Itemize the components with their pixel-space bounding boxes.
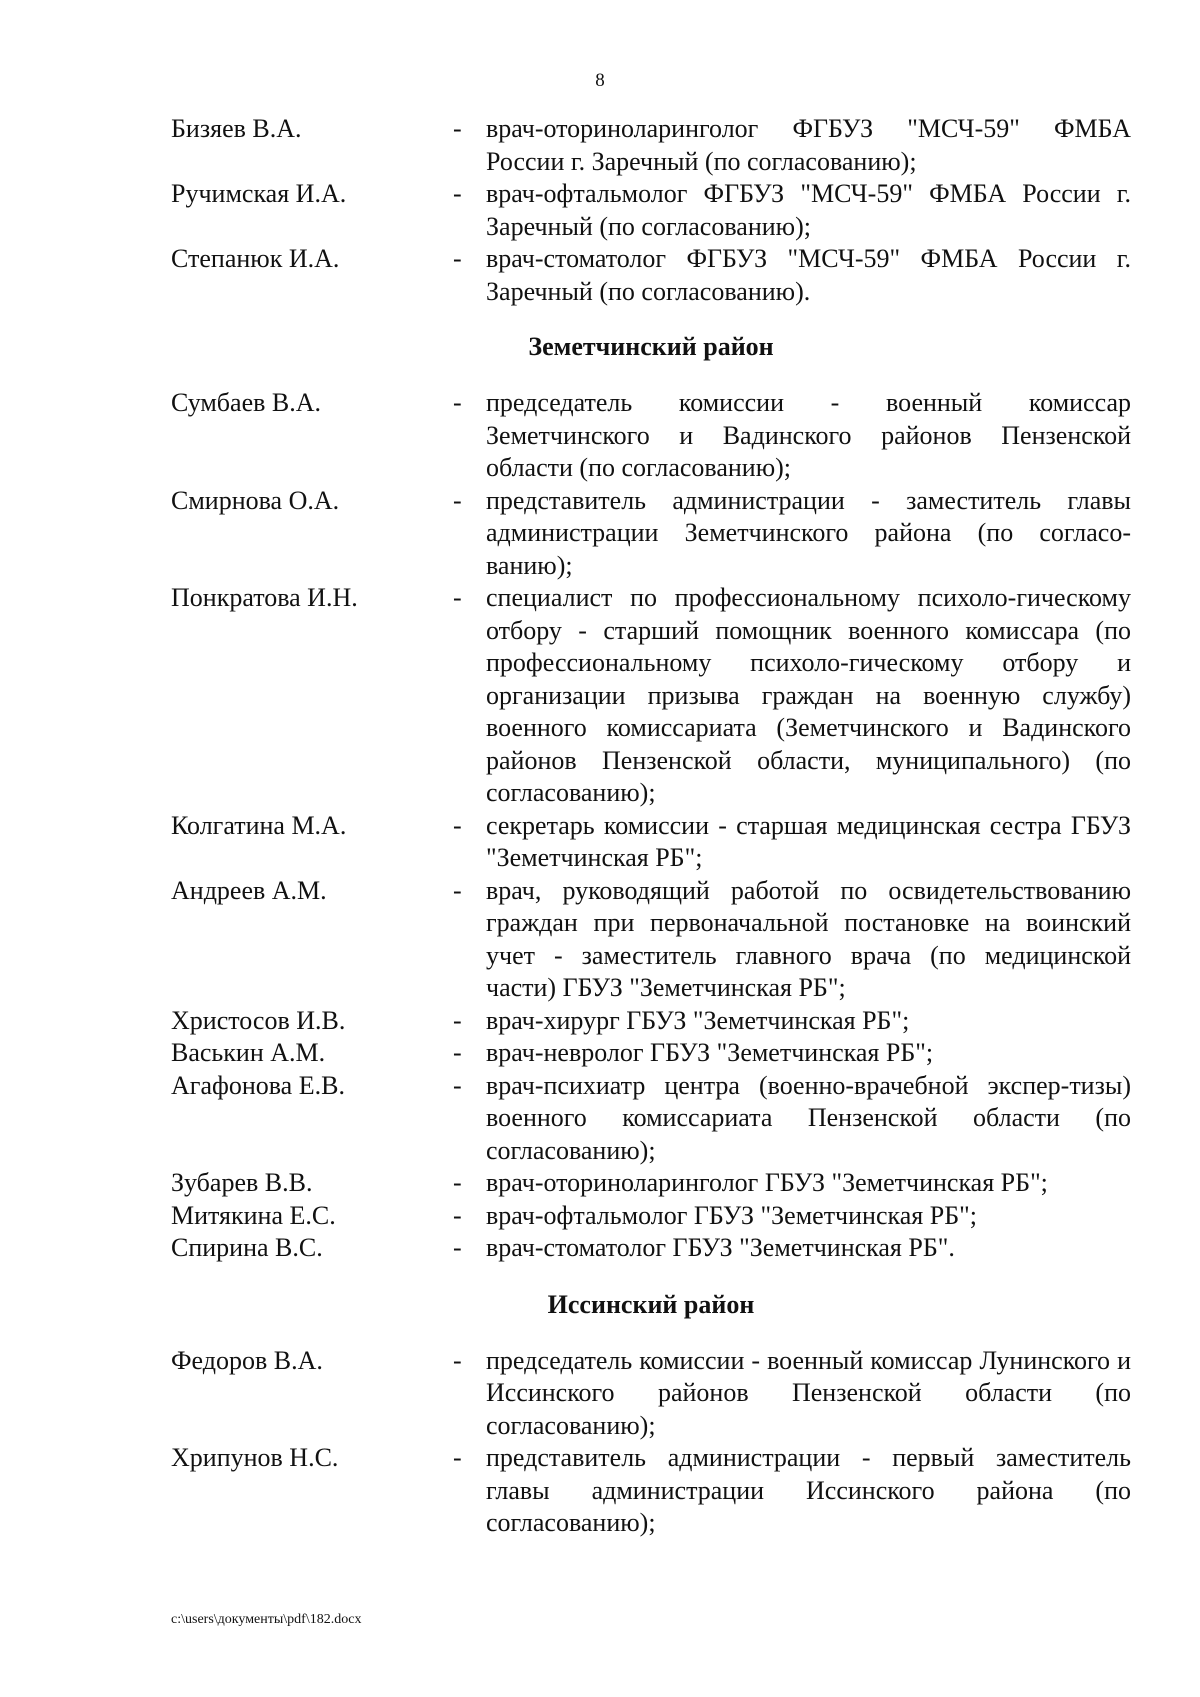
section-issinsky — [171, 1345, 1131, 1540]
dash: - — [453, 485, 462, 515]
member-role: врач-оториноларинголог ГБУЗ "Земетчинская РБ"; — [486, 1168, 1048, 1197]
dash: - — [453, 1070, 462, 1100]
member-role: председатель комиссии - военный комиссар Земетчинского и Вадинского районов Пензенской области (по согласованию); — [486, 388, 1131, 482]
dash: - — [453, 1345, 462, 1375]
list-item — [171, 1005, 1131, 1038]
list-item — [171, 387, 1131, 485]
dash: - — [453, 388, 462, 417]
member-role: врач-офтальмолог ФГБУЗ "МСЧ-59" ФМБА России г. Заречный (по согласованию); — [486, 179, 1131, 241]
list-item — [171, 1232, 1131, 1265]
section-zemetchinsky — [171, 387, 1131, 1265]
footer-file-path: c:\users\документы\pdf\182.docx — [171, 1612, 362, 1627]
list-item — [171, 485, 1131, 583]
document-body — [171, 113, 1131, 1540]
dash: - — [453, 875, 462, 905]
list-item — [171, 1442, 1131, 1540]
section-continuation — [171, 113, 1131, 308]
member-role: врач-хирург ГБУЗ "Земетчинская РБ"; — [486, 1005, 910, 1035]
dash: - — [453, 810, 462, 840]
member-role: врач-офтальмолог ГБУЗ "Земетчинская РБ"; — [486, 1200, 977, 1230]
list-item — [171, 178, 1131, 243]
member-role: председатель комиссии - военный комиссар Лунинского и Иссинского районов Пензенской области (по согласованию); — [486, 1345, 1131, 1440]
list-item — [171, 243, 1131, 308]
dash: - — [453, 114, 462, 143]
list-item — [171, 1070, 1131, 1168]
member-role: врач-оториноларинголог ФГБУЗ "МСЧ-59" ФМБА России г. Заречный (по согласованию); — [486, 114, 1131, 176]
dash: - — [453, 1233, 462, 1262]
member-name: Зубарев В.В. — [171, 1168, 313, 1197]
member-name: Митякина Е.С. — [171, 1200, 336, 1230]
member-name: Хрипунов Н.С. — [171, 1443, 339, 1472]
page-number: 8 — [595, 70, 605, 91]
list-item — [171, 1167, 1131, 1200]
member-name: Васькин А.М. — [171, 1038, 326, 1067]
member-name: Смирнова О.А. — [171, 485, 340, 515]
member-role: врач-психиатр центра (военно-врачебной экспер-тизы) военного комиссариата Пензенской области (по согласованию); — [486, 1070, 1131, 1165]
member-role: представитель администрации - заместитель главы администрации Земетчинского района (по согласо-ванию); — [486, 485, 1131, 580]
member-name: Понкратова И.Н. — [171, 583, 358, 612]
member-name: Андреев А.М. — [171, 875, 327, 905]
list-item — [171, 1200, 1131, 1233]
member-role: врач-стоматолог ФГБУЗ "МСЧ-59" ФМБА России г. Заречный (по согласованию). — [486, 244, 1131, 306]
section-heading: Земетчинский район — [528, 332, 774, 361]
dash: - — [453, 583, 462, 612]
member-name: Агафонова Е.В. — [171, 1070, 345, 1100]
member-name: Бизяев В.А. — [171, 114, 302, 143]
list-item — [171, 113, 1131, 178]
member-name: Ручимская И.А. — [171, 179, 347, 208]
member-role: секретарь комиссии - старшая медицинская сестра ГБУЗ "Земетчинская РБ"; — [486, 810, 1131, 872]
dash: - — [453, 1168, 462, 1197]
member-name: Степанюк И.А. — [171, 244, 340, 273]
member-role: врач-стоматолог ГБУЗ "Земетчинская РБ". — [486, 1233, 955, 1262]
dash: - — [453, 1038, 462, 1067]
dash: - — [453, 1200, 462, 1230]
list-item — [171, 1037, 1131, 1070]
list-item — [171, 582, 1131, 810]
dash: - — [453, 1443, 462, 1472]
member-role: представитель администрации - первый заместитель главы администрации Иссинского района (по согласованию); — [486, 1443, 1131, 1537]
dash: - — [453, 179, 462, 208]
member-role: врач-невролог ГБУЗ "Земетчинская РБ"; — [486, 1038, 934, 1067]
member-name: Федоров В.А. — [171, 1345, 323, 1375]
member-role: специалист по профессиональному психоло-гическому отбору - старший помощник военного комиссара (по профессиональному психоло-гическому отбору и организации призыва граждан на военную службу) военного комиссариата (Земетчинского и Вадинского районов Пензенской области, муниципального) (по согласованию); — [486, 583, 1131, 807]
member-name: Спирина В.С. — [171, 1233, 323, 1262]
member-name: Христосов И.В. — [171, 1005, 346, 1035]
list-item — [171, 810, 1131, 875]
member-role: врач, руководящий работой по освидетельствованию граждан при первоначальной постановке на воинский учет - заместитель главного врача (по медицинской части) ГБУЗ "Земетчинская РБ"; — [486, 875, 1131, 1002]
member-name: Сумбаев В.А. — [171, 388, 322, 417]
list-item — [171, 1345, 1131, 1443]
dash: - — [453, 244, 462, 273]
list-item — [171, 875, 1131, 1005]
section-heading: Иссинский район — [547, 1289, 755, 1319]
dash: - — [453, 1005, 462, 1035]
member-name: Колгатина М.А. — [171, 810, 347, 840]
